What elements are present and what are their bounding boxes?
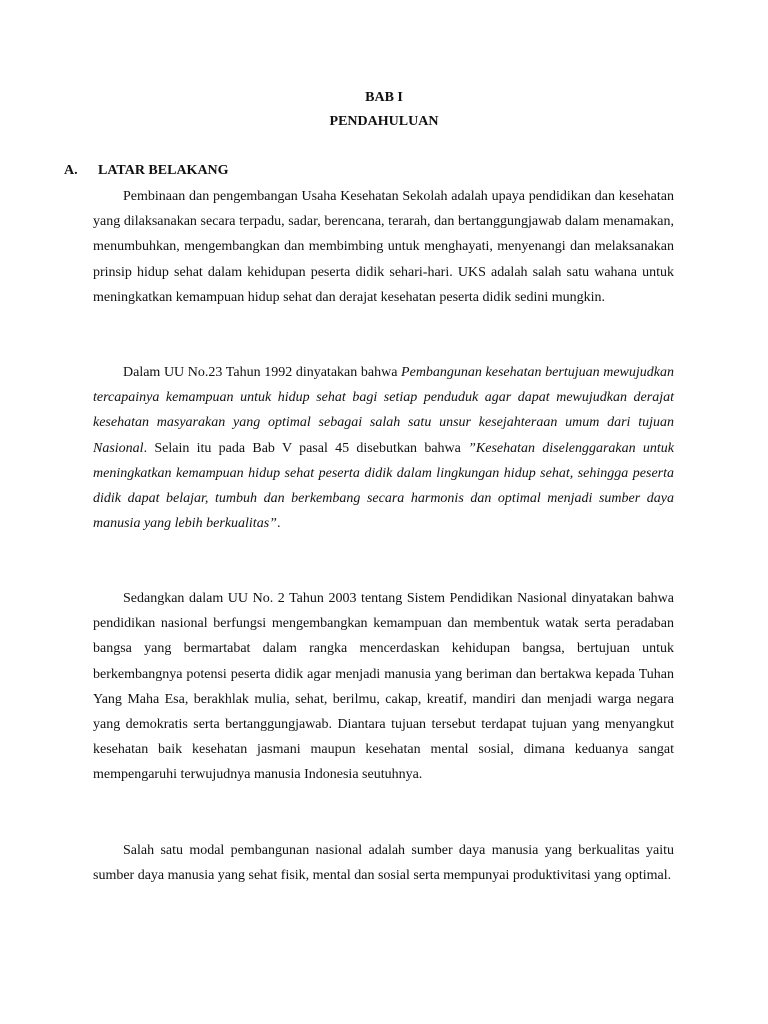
- section-title: LATAR BELAKANG: [98, 163, 229, 178]
- chapter-number: BAB I: [365, 90, 403, 105]
- section-number: A.: [64, 163, 78, 178]
- quote-text: Pembangunan kesehatan bertujuan mewujudkan tercapainya kemampuan untuk hidup sehat bagi setiap penduduk agar dapat mewujudkan derajat kesehatan masyarakan yang optimal sebagai salah satu unsur kesejahteraan umum dari tujuan Nasional: [93, 365, 674, 456]
- chapter-title: PENDAHULUAN: [329, 114, 439, 129]
- paragraph-uu-2003: Sedangkan dalam UU No. 2 Tahun 2003 tentang Sistem Pendidikan Nasional dinyatakan bahwa pendidikan nasional berfungsi mengembangkan kemampuan dan membentuk watak serta peradaban bangsa yang bermartabat dalam rangka mencerdaskan kehidupan bangsa, bertujuan untuk berkembangnya potensi peserta didik agar menjadi manusia yang beriman dan bertakwa kepada Tuhan Yang Maha Esa, berakhlak mulia, sehat, berilmu, cakap, kreatif, mandiri dan menjadi warga negara yang demokratis serta bertanggungjawab. Diantara tujuan tersebut terdapat tujuan yang menyangkut kesehatan baik kesehatan jasmani maupun kesehatan mental sosial, dimana keduanya sangat mempengaruhi terwujudnya manusia Indonesia seutuhnya.: [93, 591, 674, 783]
- quote-text: ”Kesehatan diselenggarakan untuk meningkatkan kemampuan hidup sehat peserta didik dalam lingkungan hidup sehat, sehingga peserta didik dapat belajar, tumbuh dan berkembang secara harmonis dan optimal menjadi sumber daya manusia yang lebih berkualitas”: [93, 440, 674, 532]
- paragraph-text: .: [276, 516, 281, 532]
- paragraph-uu-1992: [93, 360, 674, 536]
- paragraph-sdm: Salah satu modal pembangunan nasional adalah sumber daya manusia yang berkualitas yaitu sumber daya manusia yang sehat fisik, mental dan sosial serta mempunyai produktivitasi yang optimal.: [93, 843, 674, 884]
- section-heading: [64, 163, 229, 179]
- paragraph-text: Dalam UU No.23 Tahun 1992 dinyatakan bahwa: [123, 365, 402, 380]
- paragraph-uks-definition: Pembinaan dan pengembangan Usaha Kesehatan Sekolah adalah upaya pendidikan dan kesehatan yang dilaksanakan secara terpadu, sadar, berencana, terarah, dan bertanggungjawab dalam menamakan, menumbuhkan, mengembangkan dan membimbing untuk menghayati, menyenangi dan melaksanakan prinsip hidup sehat dalam kehidupan peserta didik sehari-hari. UKS adalah salah satu wahana untuk meningkatkan kemampuan hidup sehat dan derajat kesehatan peserta didik sedini mungkin.: [93, 189, 674, 305]
- paragraph-text: . Selain itu pada Bab V pasal 45 disebutkan bahwa: [143, 440, 469, 456]
